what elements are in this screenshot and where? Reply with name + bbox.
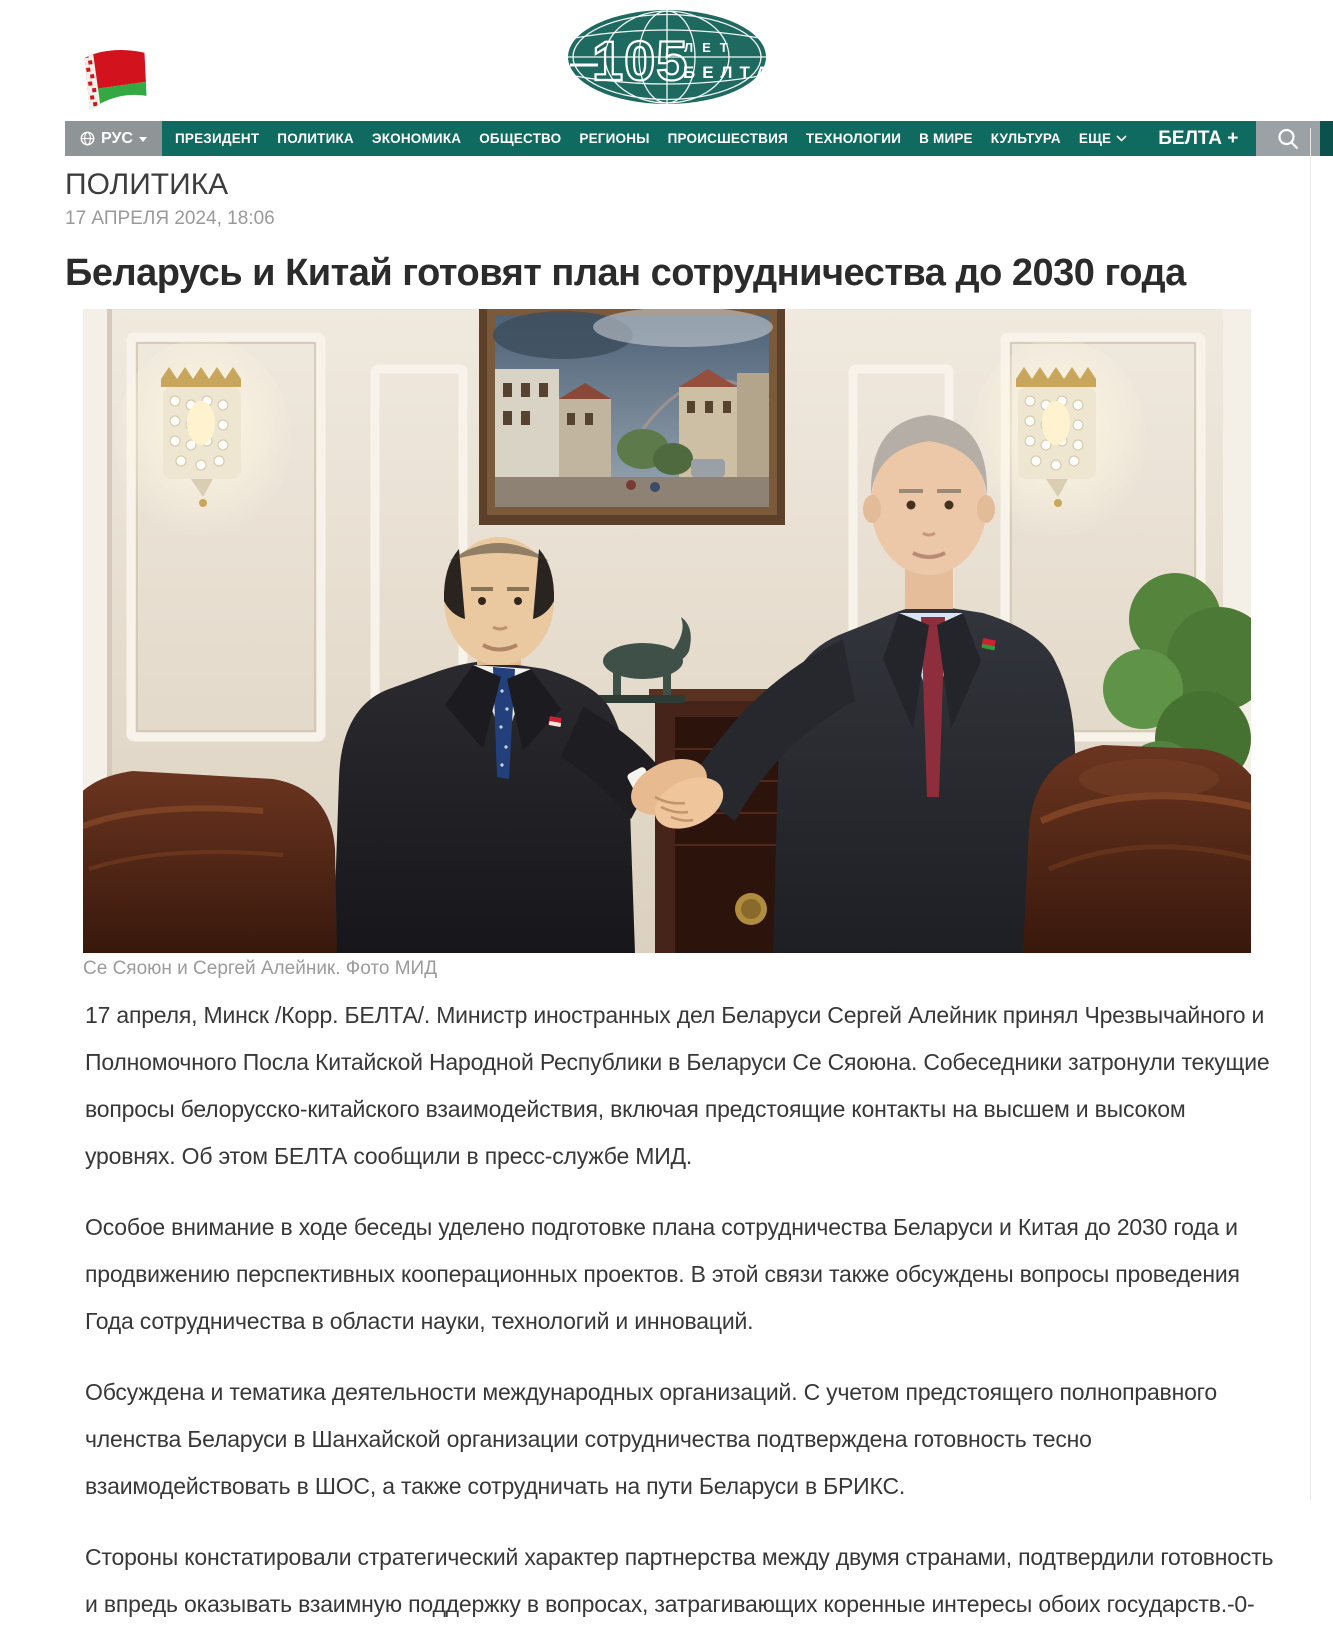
article-photo xyxy=(83,309,1251,953)
photo-caption: Се Сяоюн и Сергей Алейник. Фото МИД xyxy=(83,957,438,979)
nav-item-technologies[interactable]: ТЕХНОЛОГИИ xyxy=(805,131,902,146)
nav-item-regions[interactable]: РЕГИОНЫ xyxy=(579,131,650,146)
paragraph-4: Стороны констатировали стратегический характер партнерства между двумя странами, подтвердили готовность и впредь оказывать взаимную поддержку в вопросах, затрагивающих коренные интересы обоих государств.-0- xyxy=(85,1543,1274,1617)
nav-item-politics[interactable]: ПОЛИТИКА xyxy=(277,131,354,146)
globe-icon xyxy=(80,131,95,146)
nav-item-more[interactable] xyxy=(1070,131,1136,146)
nav-item-world[interactable]: В МИРЕ xyxy=(919,131,973,146)
leather-chair-left xyxy=(83,771,337,953)
article xyxy=(65,160,1291,1652)
logo-word-belta: БЕЛТА xyxy=(682,63,768,82)
article-title: Беларусь и Китай готовят план сотрудничества до 2030 года xyxy=(65,252,1186,294)
chevron-down-icon xyxy=(139,137,147,142)
language-selector[interactable] xyxy=(65,121,162,156)
paragraph-2: Особое внимание в ходе беседы уделено подготовке плана сотрудничества Беларуси и Китая до 2030 года и продвижению перспективных кооперационных проектов. В этой связи также обсуждены вопросы проведения Года сотрудничества в области науки, технологий и инноваций. xyxy=(85,1213,1240,1334)
search-icon xyxy=(1275,126,1301,152)
wall-painting xyxy=(479,309,785,525)
nav-item-society[interactable]: ОБЩЕСТВО xyxy=(479,131,562,146)
logo-number: 105 xyxy=(591,29,688,92)
category-title[interactable]: ПОЛИТИКА xyxy=(65,168,229,201)
paragraph-3: Обсуждена и тематика деятельности международных организаций. С учетом предстоящего полноправного членства Беларуси в Шанхайской организации сотрудничества подтверждена готовность тесно взаимодействовать в ШОС, а также сотрудничать на пути Беларуси в БРИКС. xyxy=(85,1378,1217,1499)
article-datetime: 17 АПРЕЛЯ 2024, 18:06 xyxy=(65,208,275,229)
leather-chair-right xyxy=(1023,745,1251,953)
nav-item-economy[interactable]: ЭКОНОМИКА xyxy=(371,131,462,146)
nav-item-culture[interactable]: КУЛЬТУРА xyxy=(990,131,1061,146)
accessibility-eye-button[interactable] xyxy=(1320,121,1333,156)
nav-item-president[interactable]: ПРЕЗИДЕНТ xyxy=(175,131,260,146)
language-label: РУС xyxy=(101,129,133,147)
chevron-down-icon xyxy=(1116,135,1127,142)
logo-word-let: лет xyxy=(683,40,737,55)
nav-item-incidents[interactable]: ПРОИСШЕСТВИЯ xyxy=(667,131,788,146)
nav-item-more-label: ЕЩЕ xyxy=(1078,131,1112,146)
masthead xyxy=(0,0,1333,118)
belarus-flag-icon xyxy=(76,48,156,116)
paragraph-1: 17 апреля, Минск /Корр. БЕЛТА/. Министр иностранных дел Беларуси Сергей Алейник принял Чрезвычайного и Полномочного Посла Китайской Народной Республики в Беларуси Се Сяоюна. Собеседники затронули текущие вопросы белорусско-китайского взаимодействия, включая предстоящие контакты на высшем и высоком уровнях. Об этом БЕЛТА сообщили в пресс-службе МИД. xyxy=(85,1001,1270,1169)
article-photo-figure xyxy=(83,309,1251,980)
belta-plus-link[interactable]: БЕЛТА + xyxy=(1158,127,1239,149)
sconce-left xyxy=(115,339,291,539)
sconce-right xyxy=(970,339,1146,539)
main-nav xyxy=(65,121,1286,156)
article-body xyxy=(85,992,1281,1628)
column-divider xyxy=(1310,128,1311,1500)
nav-items xyxy=(162,121,1140,156)
belta-logo[interactable] xyxy=(566,8,768,106)
